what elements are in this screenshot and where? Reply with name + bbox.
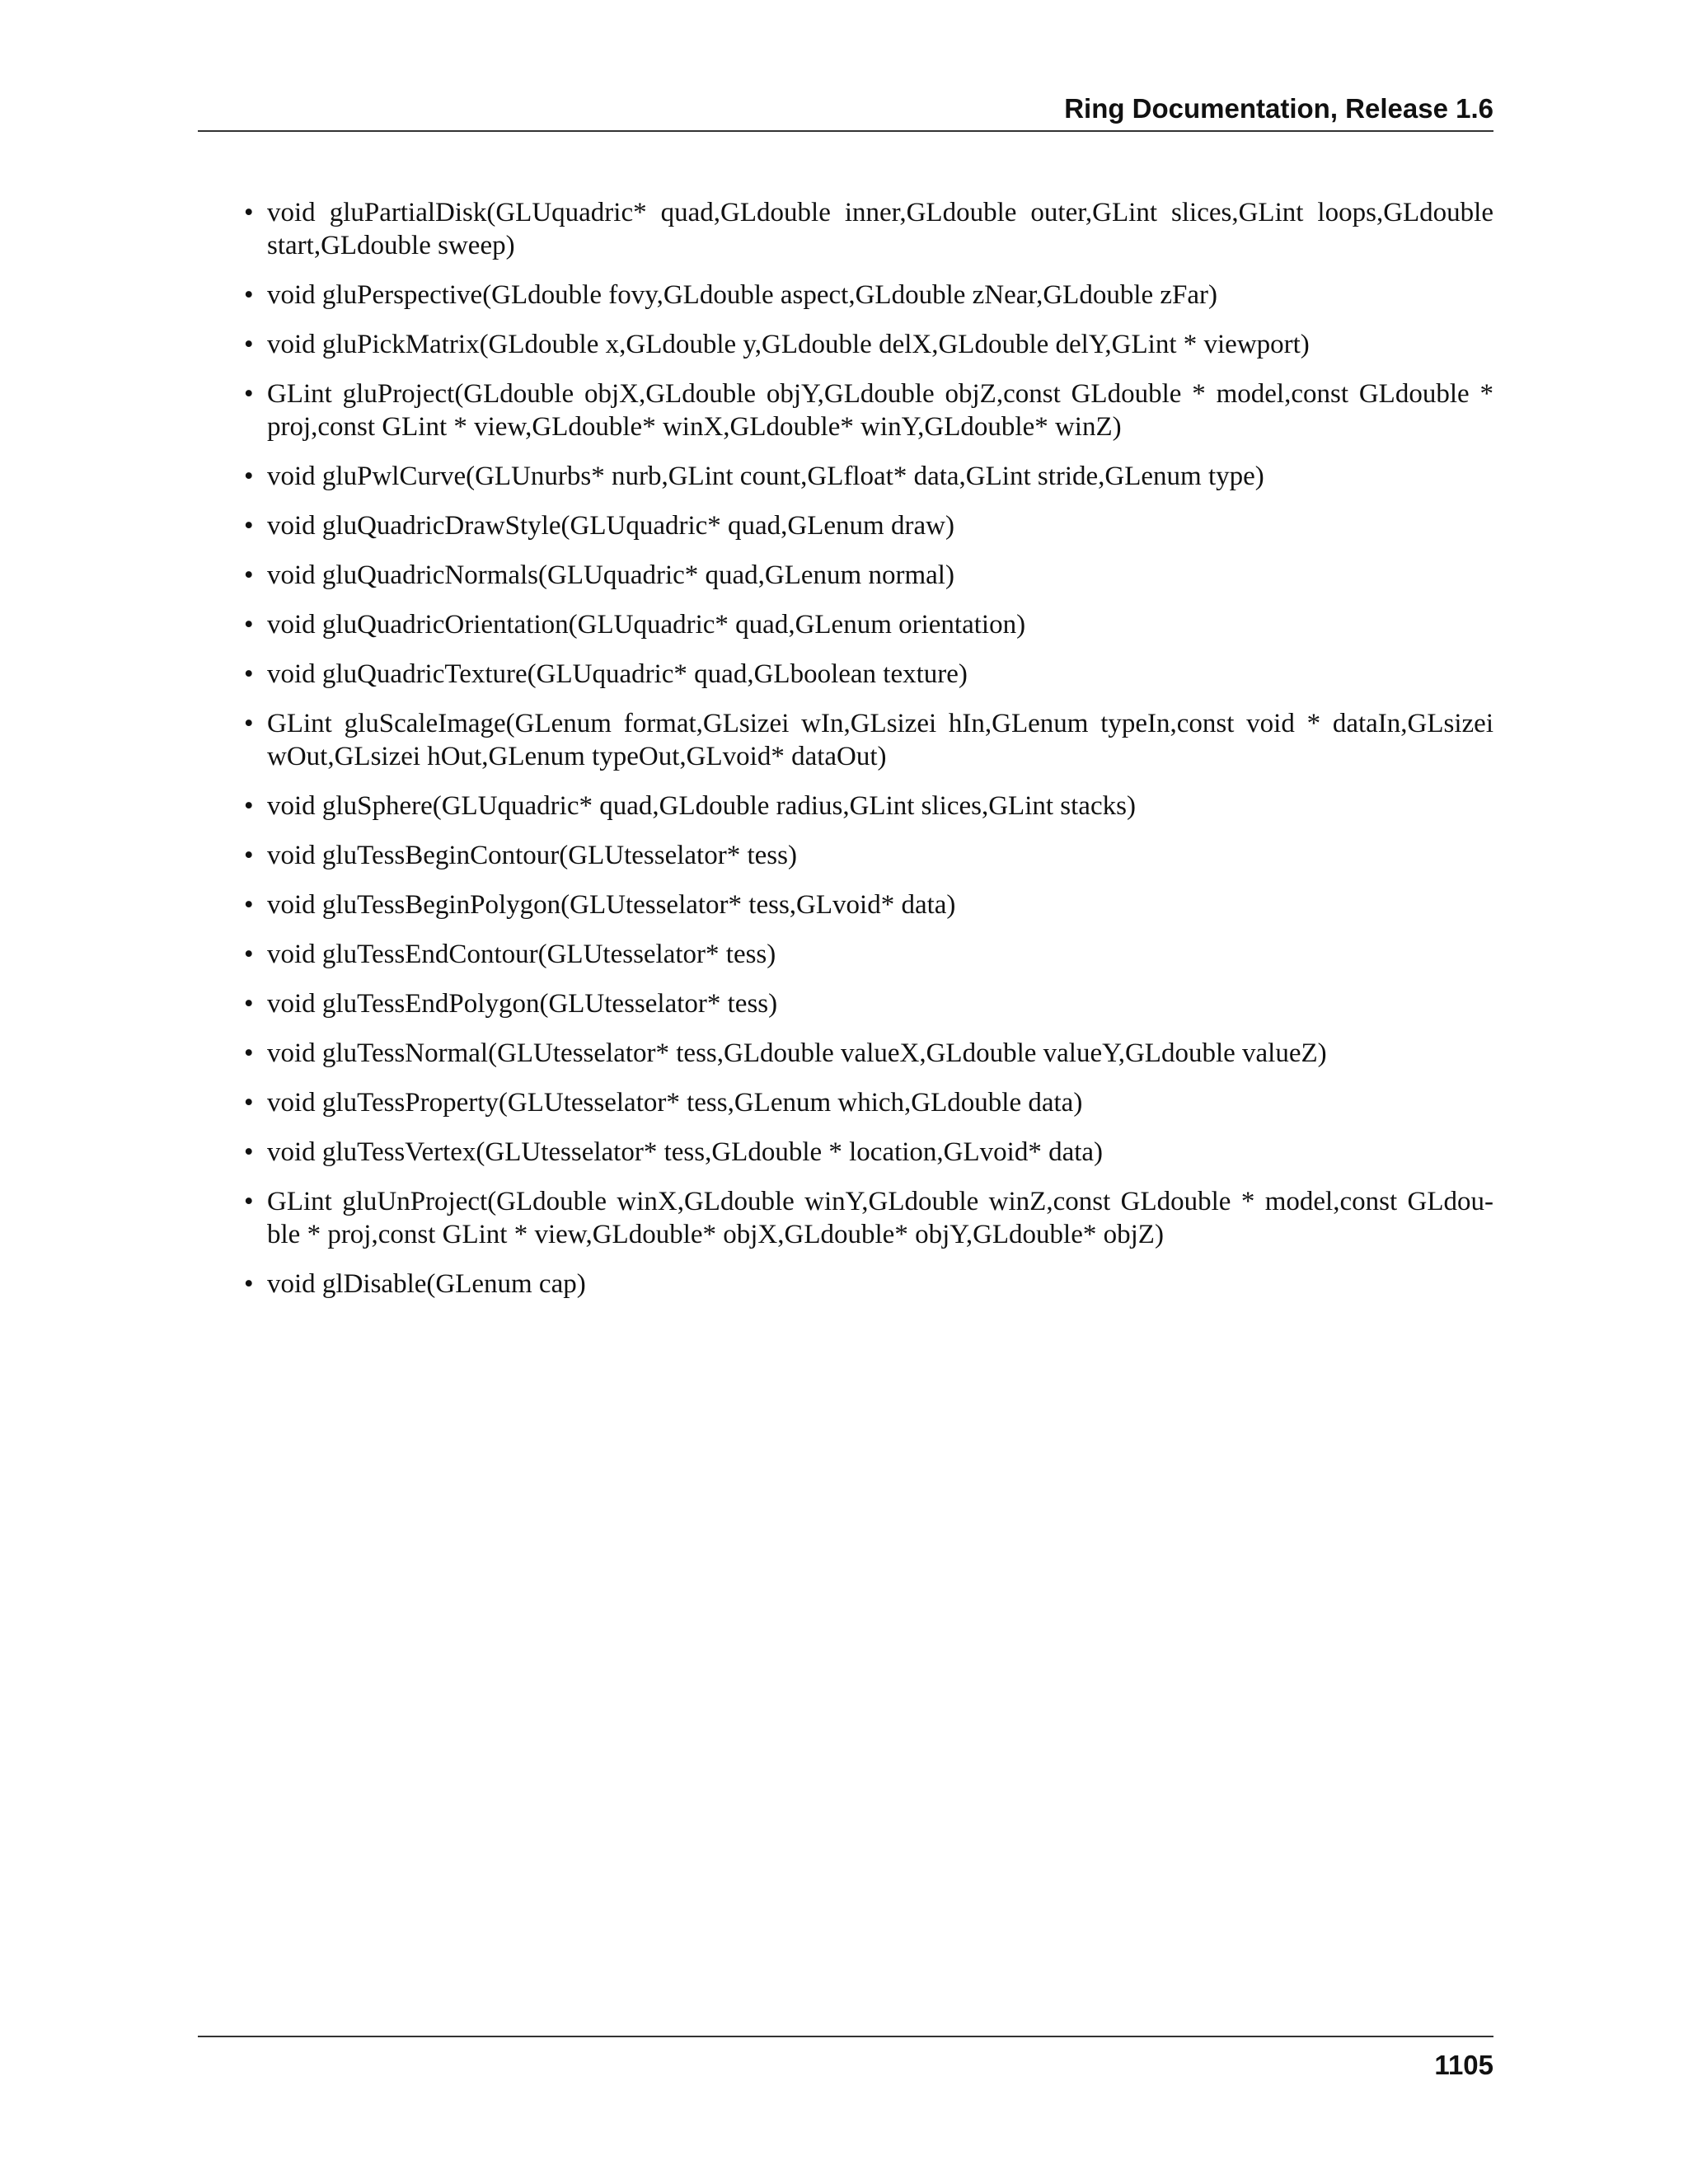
list-item [198,377,1493,443]
function-signature: void gluTessBeginPolygon(GLUtesselator* tess,GLvoid* data) [267,890,956,920]
bullet-icon: • [244,511,254,541]
function-signature: void gluTessEndPolygon(GLUtesselator* tess) [267,989,778,1019]
list-item [198,707,1493,773]
page-number: 1105 [1434,2050,1493,2080]
bullet-icon: • [244,1137,254,1167]
bullet-icon: • [244,890,254,920]
list-item [198,658,1493,691]
list-item [198,1037,1493,1070]
bullet-icon: • [244,989,254,1019]
function-signature: GLint gluScaleImage(GLenum format,GLsizei wIn,GLsizei hIn,GLenum typeIn,const void * dataIn,GLsizei wOut,GLsizei hOut,GLenum typeOut,GLvoid* dataOut) [267,709,1493,771]
list-item [198,608,1493,641]
list-item [198,790,1493,823]
bullet-icon: • [244,1038,254,1068]
function-signature: void gluQuadricOrientation(GLUquadric* quad,GLenum orientation) [267,610,1026,640]
function-signature: void gluTessProperty(GLUtesselator* tess,GLenum which,GLdouble data) [267,1088,1083,1118]
bullet-icon: • [244,1187,254,1216]
list-item [198,1136,1493,1169]
bullet-icon: • [244,610,254,640]
list-item [198,196,1493,262]
function-signature: void gluTessVertex(GLUtesselator* tess,GLdouble * location,GLvoid* data) [267,1137,1104,1167]
bullet-icon: • [244,462,254,491]
function-signature: void gluPickMatrix(GLdouble x,GLdouble y,GLdouble delX,GLdouble delY,GLint * viewport) [267,330,1310,359]
list-item [198,328,1493,361]
bullet-icon: • [244,1269,254,1299]
function-signature: void gluQuadricDrawStyle(GLUquadric* quad,GLenum draw) [267,511,954,541]
function-signature: void gluTessBeginContour(GLUtesselator* tess) [267,841,797,870]
document-title: Ring Documentation, Release 1.6 [1064,93,1493,124]
function-signature: void gluPerspective(GLdouble fovy,GLdouble aspect,GLdouble zNear,GLdouble zFar) [267,280,1218,310]
list-item [198,888,1493,921]
function-signature: void gluPwlCurve(GLUnurbs* nurb,GLint count,GLfloat* data,GLint stride,GLenum type) [267,462,1264,491]
function-signature: void gluPartialDisk(GLUquadric* quad,GLdouble inner,GLdouble outer,GLint slices,GLint loops,GLdouble start,GLdouble sweep) [267,198,1493,260]
list-item [198,839,1493,872]
bullet-icon: • [244,709,254,738]
bullet-icon: • [244,659,254,689]
bullet-icon: • [244,560,254,590]
bullet-icon: • [244,940,254,969]
list-item [198,460,1493,493]
function-list [198,196,1493,1301]
bullet-icon: • [244,1088,254,1118]
page-content [198,196,1493,1317]
list-item [198,509,1493,542]
function-signature: GLint gluProject(GLdouble objX,GLdouble objY,GLdouble objZ,const GLdouble * model,const GLdouble * proj,const GLint * view,GLdouble* winX,GLdouble* winY,GLdouble* winZ) [267,379,1493,442]
bullet-icon: • [244,198,254,227]
bullet-icon: • [244,330,254,359]
page-footer [198,2036,1493,2080]
function-signature: void gluTessEndContour(GLUtesselator* tess) [267,940,776,969]
list-item [198,279,1493,312]
bullet-icon: • [244,841,254,870]
bullet-icon: • [244,379,254,409]
function-signature: void gluQuadricTexture(GLUquadric* quad,GLboolean texture) [267,659,968,689]
function-signature: void gluTessNormal(GLUtesselator* tess,GLdouble valueX,GLdouble valueY,GLdouble valueZ) [267,1038,1327,1068]
function-signature: GLint gluUnProject(GLdouble winX,GLdouble winY,GLdouble winZ,const GLdouble * model,const GLdou- ble * proj,const GLint * view,GLdouble* objX,GLdouble* objY,GLdouble* objZ) [267,1187,1493,1249]
list-item [198,1185,1493,1251]
bullet-icon: • [244,280,254,310]
function-signature: void gluQuadricNormals(GLUquadric* quad,GLenum normal) [267,560,954,590]
function-signature: void gluSphere(GLUquadric* quad,GLdouble radius,GLint slices,GLint stacks) [267,791,1136,821]
function-signature: void glDisable(GLenum cap) [267,1269,586,1299]
bullet-icon: • [244,791,254,821]
list-item [198,1268,1493,1301]
list-item [198,987,1493,1020]
list-item [198,1086,1493,1119]
list-item [198,559,1493,592]
page-header [198,92,1493,132]
list-item [198,938,1493,971]
